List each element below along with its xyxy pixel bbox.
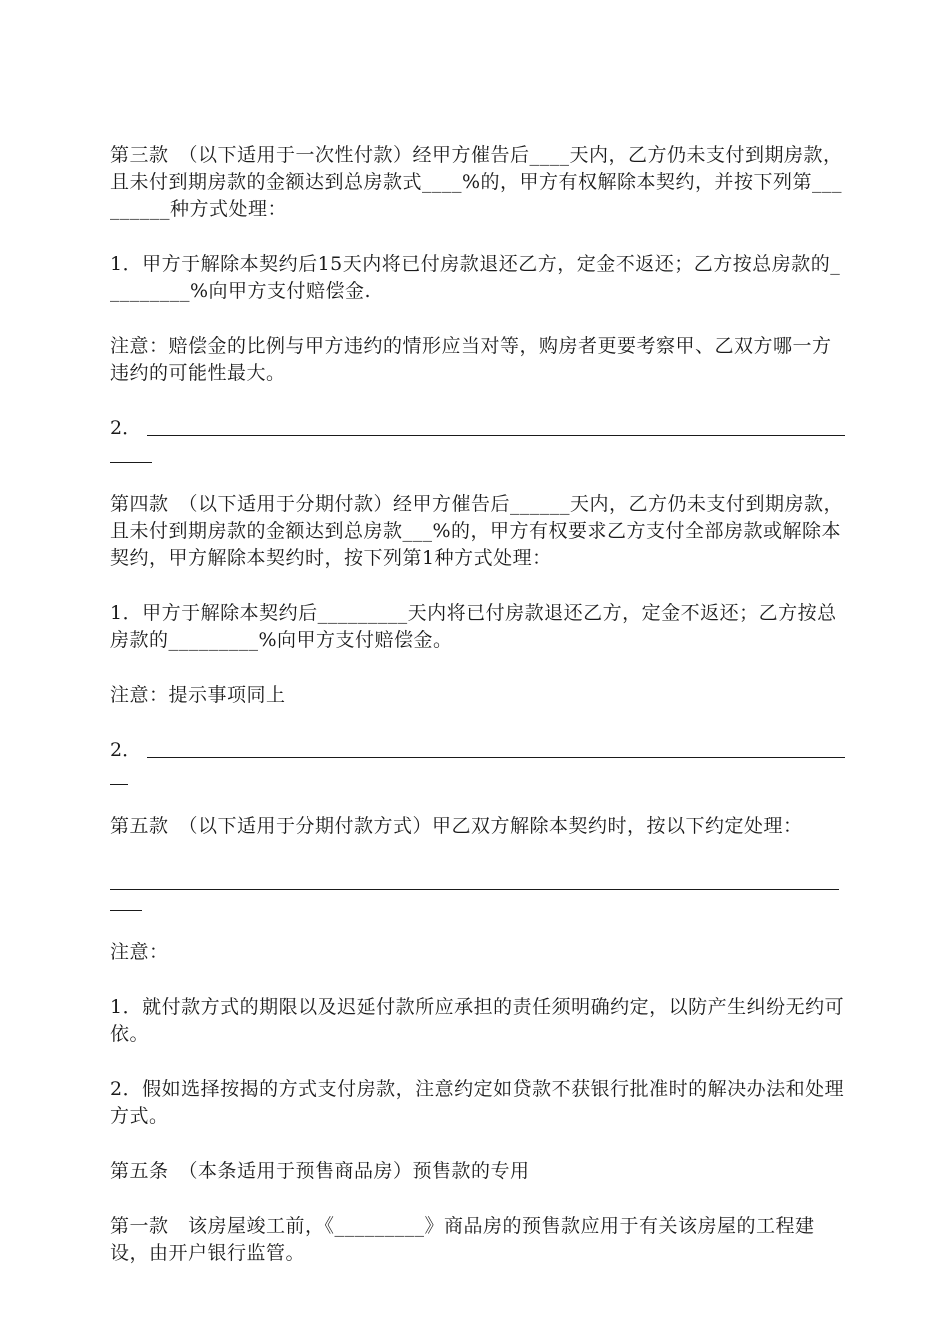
clause-5-blank-line	[110, 862, 839, 890]
option-2-label: 2．	[110, 417, 142, 439]
blank-line	[147, 757, 845, 758]
clause-5-paragraph: 第五款 （以下适用于分期付款方式）甲乙双方解除本契约时，按以下约定处理：	[110, 815, 803, 837]
clause-4-option-2-blank	[110, 737, 845, 764]
clause-3-note: 注意：赔偿金的比例与甲方违约的情形应当对等，购房者更要考察甲、乙双方哪一方违约的可能性最大。	[110, 335, 832, 384]
clause-4-note: 注意：提示事项同上	[110, 684, 286, 706]
document-page	[110, 142, 845, 1267]
clause-3-option-2-blank	[110, 415, 845, 442]
clause-3-paragraph: 第三款 （以下适用于一次性付款）经甲方催告后____天内，乙方仍未支付到期房款，且未付到期房款的金额达到总房款式____%的，甲方有权解除本契约，并按下列第_________种方式处理：	[110, 144, 843, 220]
blank-line-tail	[110, 764, 128, 785]
note-item-1: 1．就付款方式的期限以及迟延付款所应承担的责任须明确约定，以防产生纠纷无约可依。	[110, 996, 845, 1045]
article-5-heading: 第五条 （本条适用于预售商品房）预售款的专用	[110, 1160, 530, 1182]
blank-line-tail	[110, 442, 152, 463]
clause-3-option-1: 1．甲方于解除本契约后15天内将已付房款退还乙方，定金不返还；乙方按总房款的_________%向甲方支付赔偿金.	[110, 253, 841, 302]
note-heading: 注意：	[110, 941, 169, 963]
article-5-clause-1: 第一款 该房屋竣工前，《_________》商品房的预售款应用于有关该房屋的工程建设，由开户银行监管。	[110, 1215, 815, 1264]
blank-line-tail	[110, 890, 142, 911]
clause-4-option-1: 1．甲方于解除本契约后_________天内将已付房款退还乙方，定金不返还；乙方按总房款的_________%向甲方支付赔偿金。	[110, 602, 837, 651]
note-item-2: 2．假如选择按揭的方式支付房款，注意约定如贷款不获银行批准时的解决办法和处理方式。	[110, 1078, 845, 1127]
blank-line	[147, 435, 845, 436]
clause-4-paragraph: 第四款 （以下适用于分期付款）经甲方催告后______天内，乙方仍未支付到期房款，且未付到期房款的金额达到总房款___%的，甲方有权要求乙方支付全部房款或解除本契约，甲方解除本契约时，按下列第1种方式处理：	[110, 493, 844, 569]
option-2-label: 2．	[110, 739, 142, 761]
